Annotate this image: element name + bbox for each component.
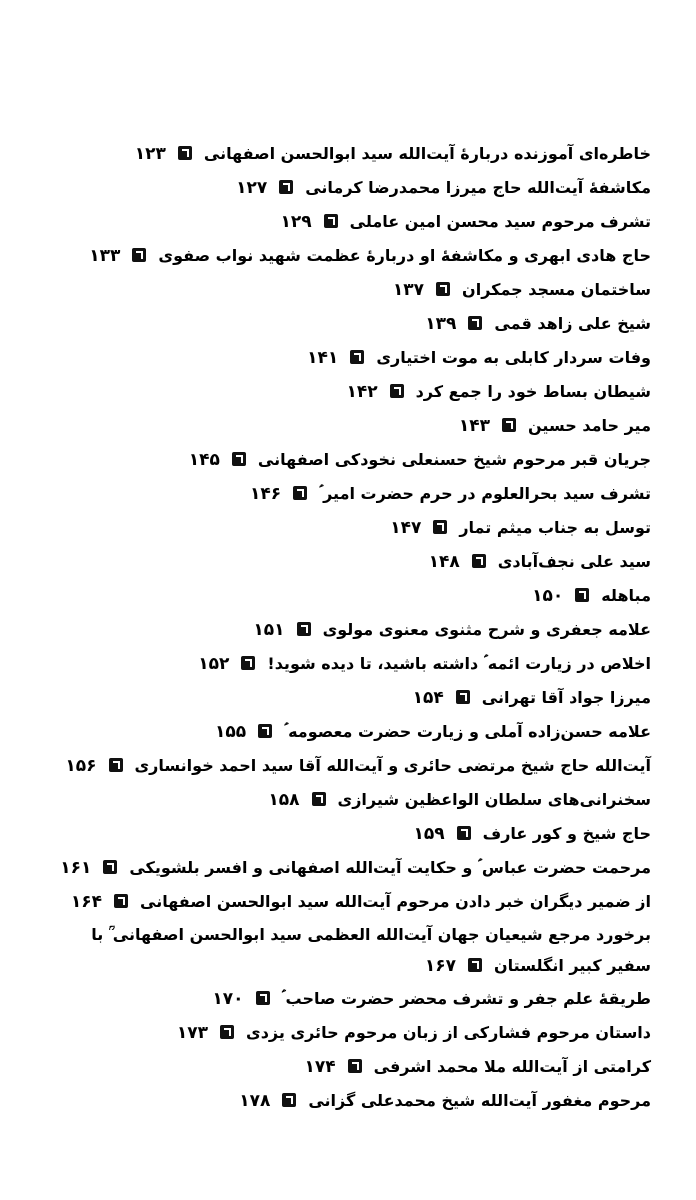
page-marker-icon: [348, 1059, 362, 1073]
page-number: ۱۷۰: [212, 989, 244, 1009]
page-number: ۱۴۵: [188, 450, 220, 470]
toc-entry[interactable]: [91, 783, 651, 817]
toc-entry[interactable]: [91, 1084, 651, 1118]
toc-entry[interactable]: [91, 273, 651, 307]
toc-entry[interactable]: [91, 443, 651, 477]
toc-entry[interactable]: [91, 545, 651, 579]
page-marker-icon: [256, 991, 270, 1005]
entry-title: برخورد مرجع شیعیان جهان آیت‌الله العظمی سید ابوالحسن اصفهانی ؒ با سفیر کبیر انگلستان: [91, 925, 651, 975]
entry-title: کرامتی از آیت‌الله ملا محمد اشرفی: [373, 1057, 651, 1076]
entry-title: حاج شیخ و کور عارف: [482, 824, 651, 843]
page-marker-icon: [575, 588, 589, 602]
page-marker-icon: [350, 350, 364, 364]
toc-entry[interactable]: [91, 307, 651, 341]
page-marker-icon: [324, 214, 338, 228]
toc-entry[interactable]: [91, 982, 651, 1016]
page-marker-icon: [178, 146, 192, 160]
entry-title: داستان مرحوم فشارکی از زبان مرحوم حائری یزدی: [246, 1023, 651, 1042]
toc-entry[interactable]: [91, 579, 651, 613]
toc-entry[interactable]: [91, 341, 651, 375]
page-marker-icon: [258, 724, 272, 738]
page-number: ۱۵۹: [413, 824, 445, 844]
entry-title: میر حامد حسین: [528, 416, 651, 435]
page-marker-icon: [232, 452, 246, 466]
page-number: ۱۷۴: [304, 1057, 336, 1077]
page-number: ۱۵۲: [198, 654, 230, 674]
page-number: ۱۵۶: [65, 756, 97, 776]
page-marker-icon: [502, 418, 516, 432]
page-marker-icon: [468, 316, 482, 330]
entry-title: مکاشفهٔ آیت‌الله حاج میرزا محمدرضا کرمانی: [305, 178, 651, 197]
entry-title: میرزا جواد آقا تهرانی: [481, 688, 651, 707]
page-marker-icon: [390, 384, 404, 398]
table-of-contents: [60, 137, 651, 1118]
toc-entry[interactable]: [91, 409, 651, 443]
toc-entry[interactable]: [91, 681, 651, 715]
page-number: ۱۷۸: [239, 1091, 271, 1111]
entry-title: سخنرانی‌های سلطان الواعظین شیرازی: [337, 790, 651, 809]
toc-entry[interactable]: [65, 749, 651, 783]
page-marker-icon: [279, 180, 293, 194]
page-marker-icon: [220, 1025, 234, 1039]
toc-entry[interactable]: [91, 205, 651, 239]
page-marker-icon: [132, 248, 146, 262]
page-marker-icon: [282, 1093, 296, 1107]
entry-title: خاطره‌ای آموزنده دربارهٔ آیت‌الله سید ابوالحسن اصفهانی: [203, 144, 651, 163]
toc-entry[interactable]: [91, 613, 651, 647]
entry-title: سید علی نجف‌آبادی: [497, 552, 651, 571]
entry-title: علامه جعفری و شرح مثنوی معنوی مولوی: [322, 620, 651, 639]
entry-title: علامه حسن‌زاده آملی و زیارت حضرت معصومه ؑ: [284, 722, 651, 741]
page-number: ۱۵۱: [253, 620, 285, 640]
entry-title: مرحوم مغفور آیت‌الله شیخ محمدعلی گزانی: [308, 1091, 651, 1110]
page-number: ۱۴۲: [346, 382, 378, 402]
page-number: ۱۴۸: [428, 552, 460, 572]
toc-entry[interactable]: [91, 1016, 651, 1050]
toc-entry[interactable]: [91, 477, 651, 511]
page-marker-icon: [109, 758, 123, 772]
toc-entry[interactable]: [91, 171, 651, 205]
page-number: ۱۳۹: [425, 314, 457, 334]
page-marker-icon: [456, 690, 470, 704]
entry-title: ساختمان مسجد جمکران: [462, 280, 651, 299]
toc-entry[interactable]: [91, 1050, 651, 1084]
page-number: ۱۲۷: [236, 178, 268, 198]
page-number: ۱۵۵: [214, 722, 247, 742]
toc-entry[interactable]: [91, 375, 651, 409]
page-number: ۱۴۳: [458, 416, 491, 436]
toc-entry[interactable]: [60, 851, 651, 885]
toc-entry[interactable]: [91, 715, 651, 749]
entry-title: طریقهٔ علم جفر و تشرف محضر حضرت صاحب ؑ: [281, 989, 651, 1008]
page-number: ۱۴۱: [307, 348, 339, 368]
toc-entry[interactable]: [91, 919, 651, 982]
entry-title: اخلاص در زیارت ائمه ؑ داشته باشید، تا دیده شوید!: [267, 654, 651, 673]
entry-title: وفات سردار کابلی به موت اختیاری: [376, 348, 651, 367]
toc-entry[interactable]: [70, 885, 651, 919]
entry-title: از ضمیر دیگران خبر دادن مرحوم آیت‌الله سید ابوالحسن اصفهانی: [140, 892, 651, 911]
page-number: ۱۵۸: [268, 790, 300, 810]
page-number: ۱۴۶: [249, 484, 282, 504]
page-marker-icon: [293, 486, 307, 500]
page-number: ۱۲۳: [134, 144, 166, 164]
page-number: ۱۴۷: [390, 518, 422, 538]
entry-title: مرحمت حضرت عباس ؑ و حکایت آیت‌الله اصفهانی و افسر بلشویکی: [129, 858, 651, 877]
page-marker-icon: [436, 282, 450, 296]
page-marker-icon: [468, 958, 482, 972]
page-marker-icon: [297, 622, 311, 636]
page-number: ۱۶۴: [70, 892, 103, 912]
entry-title: مباهله: [601, 586, 651, 605]
toc-entry[interactable]: [91, 137, 651, 171]
page-marker-icon: [114, 894, 128, 908]
page-marker-icon: [312, 792, 326, 806]
page-number: ۱۳۷: [392, 280, 425, 300]
toc-entry[interactable]: [91, 647, 651, 681]
toc-entry[interactable]: [91, 511, 651, 545]
entry-title: شیخ علی زاهد قمی: [494, 314, 651, 333]
page-number: ۱۵۴: [412, 688, 444, 708]
page-number: ۱۵۰: [532, 586, 564, 606]
entry-title: تشرف سید بحرالعلوم در حرم حضرت امیر ؑ: [319, 484, 651, 503]
toc-entry[interactable]: [91, 817, 651, 851]
entry-title: شیطان بساط خود را جمع کرد: [415, 382, 651, 401]
page-number: ۱۶۱: [60, 858, 92, 878]
entry-title: تشرف مرحوم سید محسن امین عاملی: [349, 212, 651, 231]
page-marker-icon: [472, 554, 486, 568]
page-number: ۱۶۷: [424, 956, 456, 976]
entry-title: حاج هادی ابهری و مکاشفهٔ او دربارهٔ عظمت شهید نواب صفوی: [158, 246, 651, 265]
page-marker-icon: [103, 860, 117, 874]
page-number: ۱۲۹: [280, 212, 312, 232]
page-number: ۱۷۳: [176, 1023, 209, 1043]
page-marker-icon: [457, 826, 471, 840]
page-marker-icon: [433, 520, 447, 534]
page-number: ۱۳۳: [89, 246, 121, 266]
entry-title: توسل به جناب میثم تمار: [459, 518, 651, 537]
toc-entry[interactable]: [91, 239, 651, 273]
page-marker-icon: [241, 656, 255, 670]
entry-title: جریان قبر مرحوم شیخ حسنعلی نخودکی اصفهانی: [257, 450, 651, 469]
entry-title: آیت‌الله حاج شیخ مرتضی حائری و آیت‌الله آقا سید احمد خوانساری: [134, 756, 651, 775]
